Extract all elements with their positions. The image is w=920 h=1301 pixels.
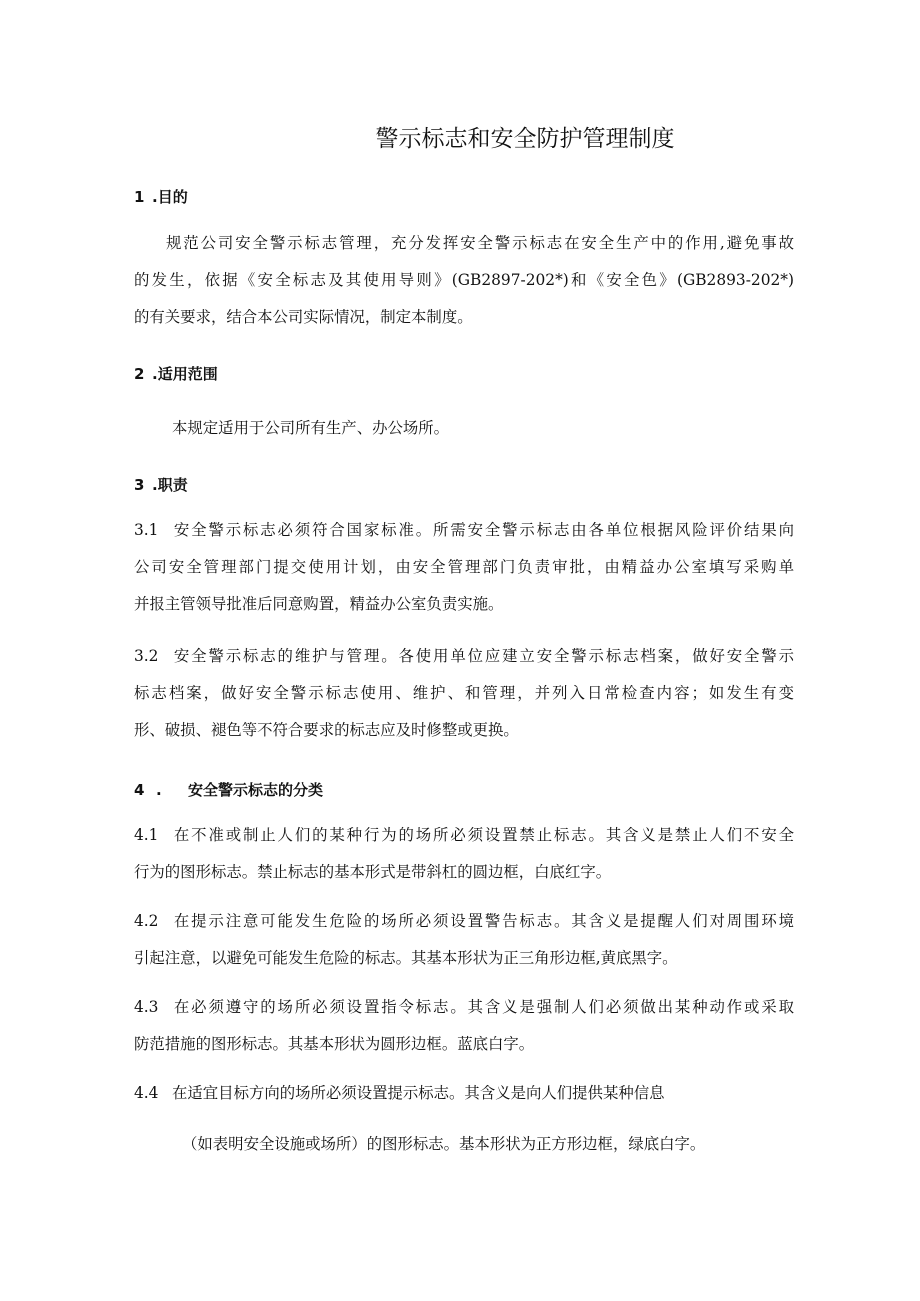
paragraph-line: 行为的图形标志。禁止标志的基本形式是带斜杠的圆边框，白底红字。 — [134, 863, 612, 881]
section-number: 3 — [134, 476, 145, 494]
paragraph-line — [134, 817, 794, 854]
section-number: 2 — [134, 365, 145, 383]
paragraph-line — [134, 1075, 794, 1112]
section-dot: . — [152, 476, 158, 494]
clause-text: 在适宜目标方向的场所必须设置提示标志。其含义是向人们提供某种信息 — [172, 1084, 665, 1102]
paragraph-line: （如表明安全设施或场所）的图形标志。基本形状为正方形边框，绿底白字。 — [182, 1135, 706, 1153]
section-title: 职责 — [157, 476, 188, 494]
clause-3-1 — [134, 512, 794, 623]
section-title: 适用范围 — [157, 365, 218, 383]
section-2-paragraph — [134, 410, 794, 447]
paragraph-line: 引起注意，以避免可能发生危险的标志。其基本形状为正三角形边框,黄底黑字。 — [134, 949, 678, 967]
section-number: 4 — [134, 781, 145, 799]
document-title: 警示标志和安全防护管理制度 — [375, 126, 675, 152]
clause-text: 安全警示标志的维护与管理。各使用单位应建立安全警示标志档案，做好安全警示 — [172, 647, 794, 665]
paragraph-line — [134, 512, 794, 549]
clause-4-2 — [134, 903, 794, 977]
section-number: 1 — [134, 188, 145, 206]
paragraph-line: 本规定适用于公司所有生产、办公场所。 — [172, 419, 450, 437]
clause-4-4-continuation — [134, 1126, 794, 1163]
clause-text: 在提示注意可能发生危险的场所必须设置警告标志。其含义是提醒人们对周围环境 — [172, 912, 794, 930]
clause-text: 在不准或制止人们的某种行为的场所必须设置禁止标志。其含义是禁止人们不安全 — [172, 826, 794, 844]
section-title: 目的 — [157, 188, 188, 206]
clause-4-1 — [134, 817, 794, 891]
section-3-heading — [134, 474, 188, 495]
paragraph-line: 公司安全管理部门提交使用计划，由安全管理部门负责审批，由精益办公室填写采购单 — [134, 558, 794, 576]
paragraph-line — [134, 903, 794, 940]
paragraph-line: 规范公司安全警示标志管理，充分发挥安全警示标志在安全生产中的作用,避免事故 — [166, 234, 794, 252]
clause-text: 安全警示标志必须符合国家标准。所需安全警示标志由各单位根据风险评价结果向 — [172, 521, 794, 539]
paragraph-line: 标志档案，做好安全警示标志使用、维护、和管理，并列入日常检查内容；如发生有变 — [134, 684, 794, 702]
section-title: 安全警示标志的分类 — [188, 781, 324, 799]
paragraph-line — [134, 638, 794, 675]
paragraph-line: 的有关要求，结合本公司实际情况，制定本制度。 — [134, 308, 473, 326]
paragraph-line: 防范措施的图形标志。其基本形状为圆形边框。蓝底白字。 — [134, 1035, 535, 1053]
section-1-heading — [134, 186, 188, 207]
clause-number: 4.2 — [134, 912, 159, 930]
clause-number: 4.1 — [134, 826, 159, 844]
section-4-heading — [134, 779, 323, 800]
clause-number: 3.1 — [134, 521, 159, 539]
paragraph-line — [134, 989, 794, 1026]
paragraph-line: 形、破损、褪色等不符合要求的标志应及时修整或更换。 — [134, 721, 519, 739]
clause-4-4 — [134, 1075, 794, 1112]
section-dot: . — [152, 365, 158, 383]
clause-text: 在必须遵守的场所必须设置指令标志。其含义是强制人们必须做出某种动作或采取 — [172, 998, 794, 1016]
section-dot: . — [152, 188, 158, 206]
paragraph-line: 并报主管领导批准后同意购置，精益办公室负责实施。 — [134, 595, 504, 613]
clause-number: 3.2 — [134, 647, 159, 665]
clause-number: 4.4 — [134, 1084, 159, 1102]
section-1-paragraph — [134, 225, 794, 336]
section-2-heading — [134, 363, 218, 384]
clause-number: 4.3 — [134, 998, 159, 1016]
clause-3-2 — [134, 638, 794, 749]
paragraph-line: 的发生，依据《安全标志及其使用导则》(GB2897-202*)和《安全色》(GB2893-202*) — [134, 271, 794, 289]
clause-4-3 — [134, 989, 794, 1063]
section-dot: . — [156, 781, 162, 799]
